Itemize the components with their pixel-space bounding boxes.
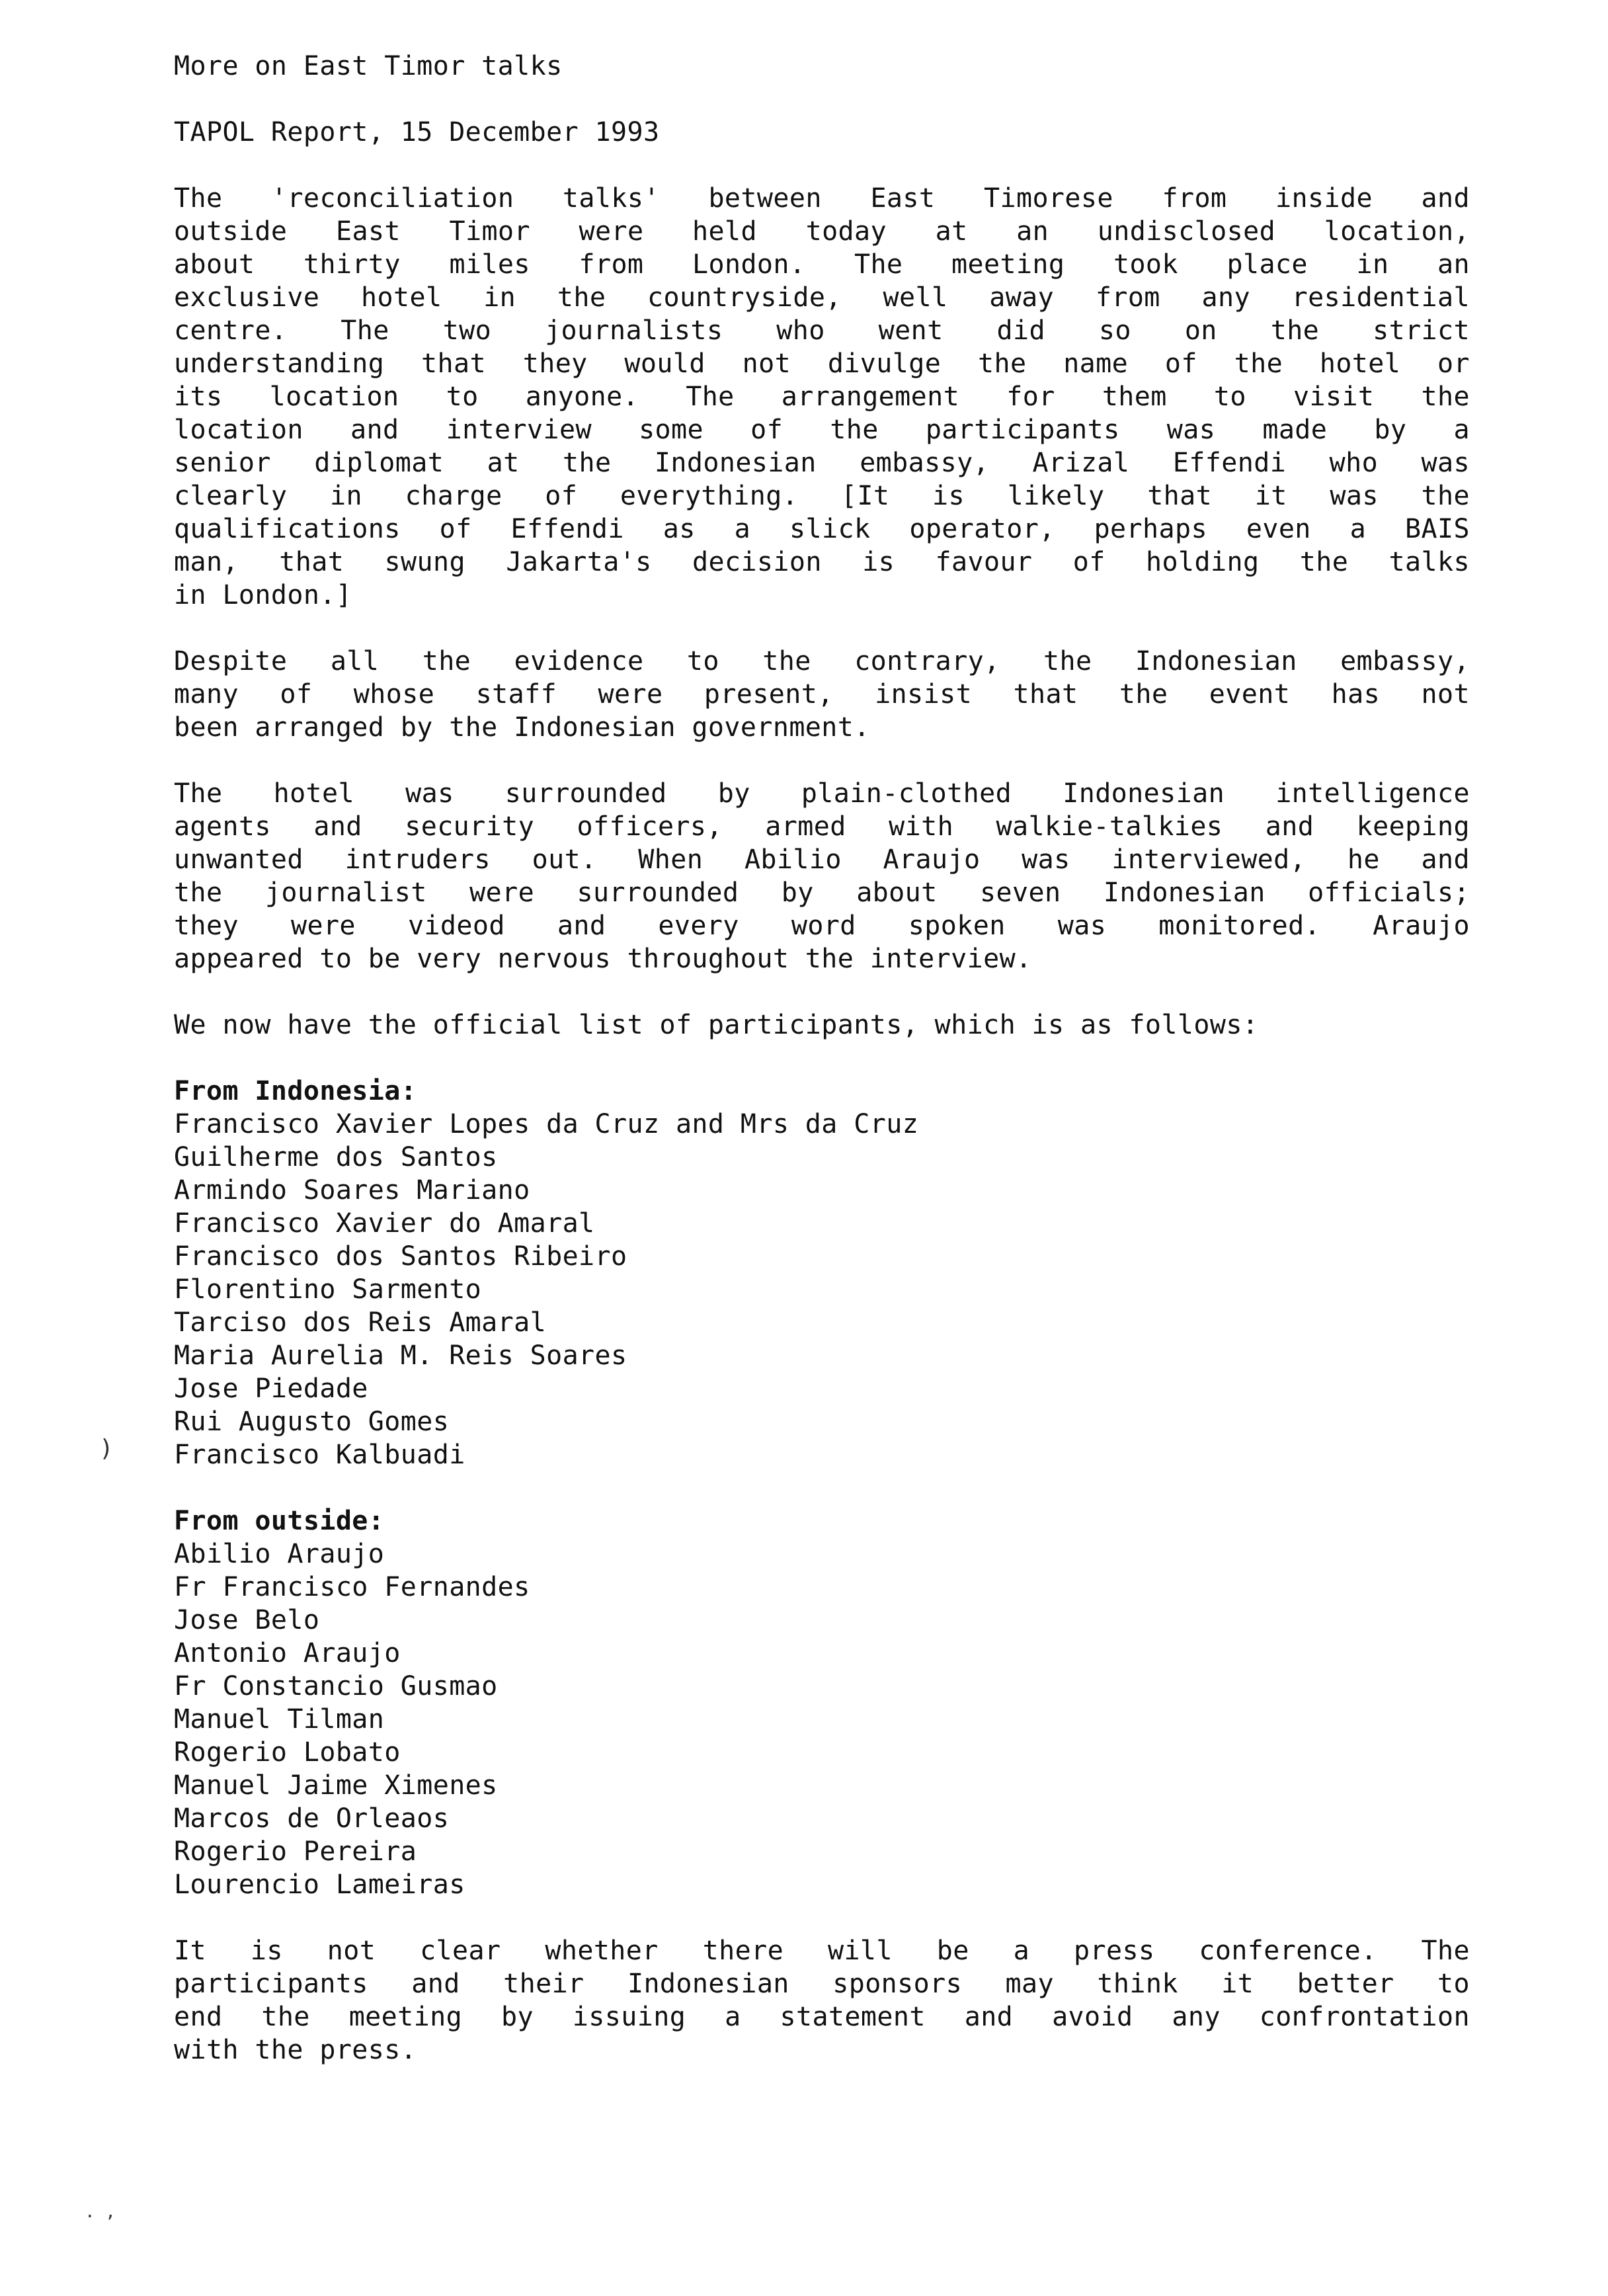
list-item: Marcos de Orleaos xyxy=(174,1803,450,1834)
paragraph-line: The 'reconciliation talks' between East Timorese from inside and xyxy=(174,183,1470,214)
paragraph-line: centre. The two journalists who went did so on the strict xyxy=(174,315,1470,346)
list-item: Jose Belo xyxy=(174,1605,320,1635)
paragraph-line: understanding that they would not divulge the name of the hotel or xyxy=(174,348,1470,379)
paragraph-1 xyxy=(174,182,1470,612)
paragraph-line: man, that swung Jakarta's decision is favour of holding the talks xyxy=(174,547,1470,577)
list-item: Tarciso dos Reis Amaral xyxy=(174,1307,547,1338)
list-item: Guilherme dos Santos xyxy=(174,1142,498,1172)
paragraph-line: The hotel was surrounded by plain-clothed Indonesian intelligence xyxy=(174,778,1470,809)
list-item: Fr Francisco Fernandes xyxy=(174,1572,530,1602)
margin-mark: ) xyxy=(99,1435,114,1462)
document-page xyxy=(174,50,1470,2100)
list-item: Armindo Soares Mariano xyxy=(174,1175,530,1206)
paragraph-line: location and interview some of the participants was made by a xyxy=(174,415,1470,445)
paragraph-3 xyxy=(174,777,1470,975)
list-item: Francisco Kalbuadi xyxy=(174,1440,465,1470)
list-item: Rogerio Lobato xyxy=(174,1737,401,1768)
list-item: Rui Augusto Gomes xyxy=(174,1407,450,1437)
paragraph-line: qualifications of Effendi as a slick operator, perhaps even a BAIS xyxy=(174,514,1470,544)
paragraph-line: participants and their Indonesian sponsors may think it better to xyxy=(174,1969,1470,1999)
document-source: TAPOL Report, 15 December 1993 xyxy=(174,117,660,147)
list-item: Maria Aurelia M. Reis Soares xyxy=(174,1340,627,1371)
paragraph-line: with the press. xyxy=(174,2035,417,2065)
paragraph-line: many of whose staff were present, insist that the event has not xyxy=(174,679,1470,710)
list-item: Francisco Xavier Lopes da Cruz and Mrs da Cruz xyxy=(174,1109,919,1139)
list-item: Jose Piedade xyxy=(174,1374,368,1404)
paragraph-line: about thirty miles from London. The meeting took place in an xyxy=(174,249,1470,280)
paragraph-2 xyxy=(174,645,1470,744)
paragraph-line: its location to anyone. The arrangement for them to visit the xyxy=(174,382,1470,412)
closing-paragraph xyxy=(174,1934,1470,2067)
paragraph-line: senior diplomat at the Indonesian embassy, Arizal Effendi who was xyxy=(174,448,1470,478)
paragraph-line: outside East Timor were held today at an undisclosed location, xyxy=(174,216,1470,247)
paragraph-line: end the meeting by issuing a statement and avoid any confrontation xyxy=(174,2002,1470,2032)
from-outside-heading: From outside: xyxy=(174,1506,385,1536)
paragraph-line: clearly in charge of everything. [It is likely that it was the xyxy=(174,481,1470,511)
list-item: Manuel Tilman xyxy=(174,1704,385,1735)
paragraph-line: exclusive hotel in the countryside, well away from any residential xyxy=(174,282,1470,313)
from-indonesia-heading: From Indonesia: xyxy=(174,1076,417,1106)
list-item: Abilio Araujo xyxy=(174,1539,385,1569)
paragraph-line: unwanted intruders out. When Abilio Araujo was interviewed, he and xyxy=(174,844,1470,875)
list-item: Lourencio Lameiras xyxy=(174,1869,465,1900)
list-item: Fr Constancio Gusmao xyxy=(174,1671,498,1702)
list-item: Francisco Xavier do Amaral xyxy=(174,1208,595,1239)
paragraph-line: appeared to be very nervous throughout the interview. xyxy=(174,944,1032,974)
paragraph-line: in London.] xyxy=(174,580,352,610)
list-item: Florentino Sarmento xyxy=(174,1274,482,1305)
from-outside-list xyxy=(174,1538,1470,1901)
list-item: Manuel Jaime Ximenes xyxy=(174,1770,498,1801)
paragraph-line: Despite all the evidence to the contrary, the Indonesian embassy, xyxy=(174,646,1470,676)
from-indonesia-list xyxy=(174,1108,1470,1471)
bottom-mark: . , xyxy=(85,2202,116,2222)
paragraph-line: the journalist were surrounded by about seven Indonesian officials; xyxy=(174,878,1470,908)
document-title: More on East Timor talks xyxy=(174,51,563,81)
paragraph-line: agents and security officers, armed with walkie-talkies and keeping xyxy=(174,811,1470,842)
paragraph-line: they were videod and every word spoken was monitored. Araujo xyxy=(174,911,1470,941)
list-item: Francisco dos Santos Ribeiro xyxy=(174,1241,627,1272)
list-item: Antonio Araujo xyxy=(174,1638,401,1668)
list-intro: We now have the official list of participants, which is as follows: xyxy=(174,1010,1259,1040)
paragraph-line: been arranged by the Indonesian government. xyxy=(174,712,870,743)
list-item: Rogerio Pereira xyxy=(174,1836,417,1867)
paragraph-line: It is not clear whether there will be a press conference. The xyxy=(174,1936,1470,1966)
